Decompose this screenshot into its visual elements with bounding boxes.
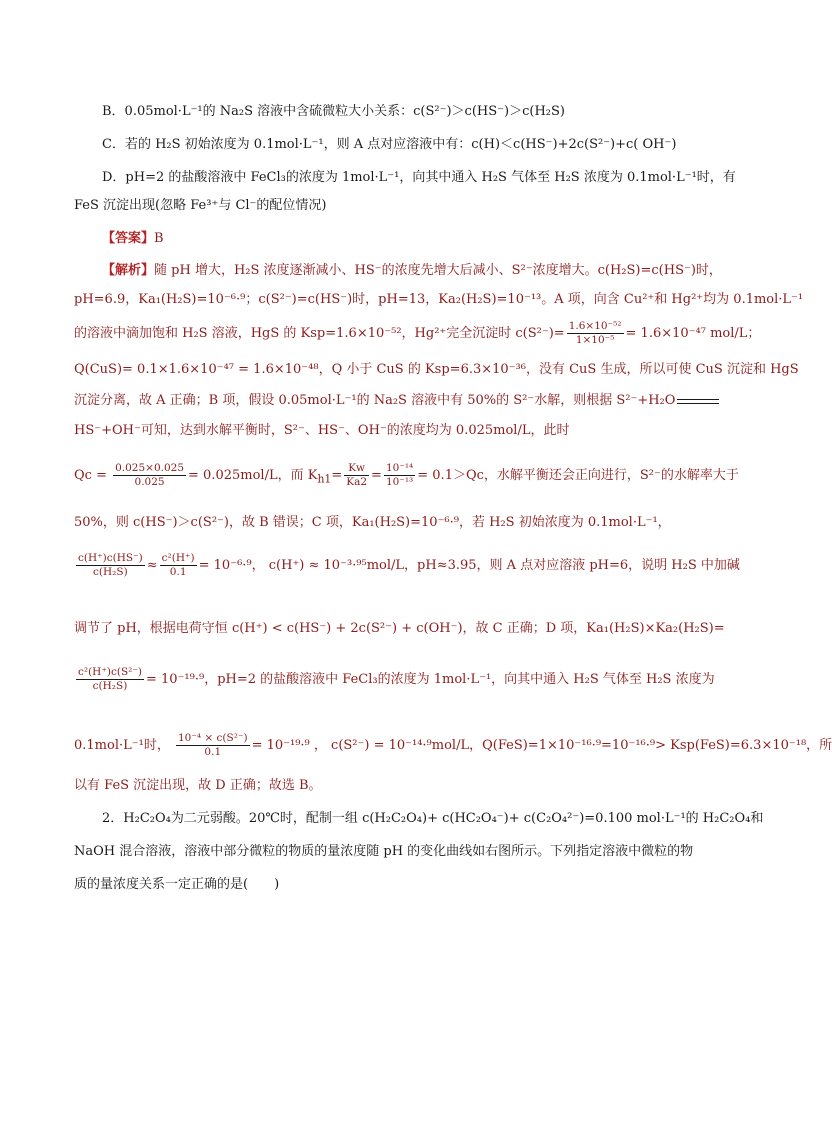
analysis-line-13: 以有 FeS 沉淀出现，故 D 正确；故选 B。 [74,778,322,793]
fraction-qc: $\frac{0.025\times 0.025}{0.025}$ [115,462,185,488]
analysis-line-1: 【解析】随 pH 增大，H₂S 浓度逐渐减小、HS⁻的浓度先增大后减小、S²⁻浓度增大。c(H₂S)=c(HS⁻)时， [102,263,722,278]
analysis-line-7: Qc = $\frac{0.025\times 0.025}{0.025}$ = 0.025mol/L，而 $K_{h1}=$ $\frac{Kw}{Ka2}$ = $\frac{\text{10⁻¹⁴}}{\text{10⁻¹³}}$ = 0.1＞Qc，水解平衡还会正向进行，S²⁻的水解率大于 [74,462,739,488]
answer-value: B [154,231,164,246]
answer-line [102,230,762,248]
option-d-line2: FeS 沉淀出现(忽略 Fe³⁺与 Cl⁻的配位情况) [74,198,327,213]
analysis-tag: 【解析】 [102,263,155,278]
analysis-line-5: 沉淀分离，故 A 正确；B 项，假设 0.05mol·L⁻¹的 Na₂S 溶液中有 50%的 S²⁻水解，则根据 S²⁻+H₂O [74,392,734,410]
answer-tag: 【答案】 [102,231,155,246]
analysis-line-11: $\frac{\text{c²(H⁺)c(S²⁻)}}{\text{c(H₂S)}}$ = 10⁻¹⁹·⁹，pH=2 的盐酸溶液中 FeCl₃的浓度为 1mol·L⁻¹，向其中通入 H₂S 气体至 H₂S 浓度为 [78,666,715,692]
analysis-line-4: Q(CuS)= 0.1×1.6×10⁻⁴⁷ = 1.6×10⁻⁴⁸，Q 小于 CuS 的 Ksp=6.3×10⁻³⁶，没有 CuS 生成，所以可使 CuS 沉淀和 HgS [74,362,799,377]
fraction-ka1ka2: $\frac{\text{c²(H⁺)c(S²⁻)}}{\text{c(H₂S)}}$ [78,666,142,692]
question-2-line-2: NaOH 混合溶液，溶液中部分微粒的物质的量浓度随 pH 的变化曲线如右图所示。下列指定溶液中微粒的物 [74,844,694,859]
fraction-approx: $\frac{\text{c²(H⁺)}}{0.1}$ [161,552,195,578]
question-2-line-1: 2．H₂C₂O₄为二元弱酸。20℃时，配制一组 c(H₂C₂O₄)+ c(HC₂O₄⁻)+ c(C₂O₄²⁻)=0.100 mol·L⁻¹的 H₂C₂O₄和 [102,811,764,826]
fraction-fes: $\frac{\text{10⁻⁴ × c(S²⁻)}}{0.1}$ [177,732,248,758]
fraction-hgs: $\frac{\text{1.6×10⁻⁵²}}{\text{1×10⁻⁵}}$ [568,320,622,346]
analysis-line-8: 50%，则 c(HS⁻)＞c(S²⁻)，故 B 错误；C 项，Ka₁(H₂S)=10⁻⁶·⁹，若 H₂S 初始浓度为 0.1mol·L⁻¹， [74,515,671,530]
analysis-line-9: $\frac{c(H^+)c(HS^-)}{\text{c(H₂S)}}$ ≈ $\frac{\text{c²(H⁺)}}{0.1}$ = 10⁻⁶·⁹， c(H⁺) ≈ 10⁻³·⁹⁵mol/L，pH≈3.95，则 A 点对应溶液 pH=6，说明 H₂S 中加碱 [78,552,740,578]
option-b: B．0.05mol·L⁻¹的 Na₂S 溶液中含硫微粒大小关系：c(S²⁻)＞c(HS⁻)＞c(H₂S) [102,104,565,119]
charge-balance-eq: c(H⁺) < c(HS⁻) + 2c(S²⁻) + c(OH⁻) [231,621,463,636]
analysis-line-12: 0.1mol·L⁻¹时， $\frac{\text{10⁻⁴ × c(S²⁻)}}{0.1}$ = 10⁻¹⁹·⁹ ， c(S²⁻) = 10⁻¹⁴·⁹mol/L，Q(FeS)=1×10⁻¹⁶·⁹=10⁻¹⁶·⁹> Ksp(FeS)=6.3×10⁻¹⁸，所 [74,732,832,758]
option-d-line1: D．pH=2 的盐酸溶液中 FeCl₃的浓度为 1mol·L⁻¹，向其中通入 H₂S 气体至 H₂S 浓度为 0.1mol·L⁻¹时，有 [102,170,736,185]
analysis-line-6: HS⁻+OH⁻可知，达到水解平衡时，S²⁻、HS⁻、OH⁻的浓度均为 0.025mol/L，此时 [74,423,570,438]
equilibrium-arrow [677,397,719,405]
fraction-ka1: $\frac{c(H^+)c(HS^-)}{\text{c(H₂S)}}$ [78,552,143,578]
analysis-line-10: 调节了 pH，根据电荷守恒 c(H⁺) < c(HS⁻) + 2c(S²⁻) + c(OH⁻)，故 C 正确；D 项，Ka₁(H₂S)×Ka₂(H₂S)= [74,621,725,636]
fraction-powers: $\frac{\text{10⁻¹⁴}}{\text{10⁻¹³}}$ [385,462,414,488]
question-2-line-3: 质的量浓度关系一定正确的是( ) [74,877,280,892]
option-c: C．若的 H₂S 初始浓度为 0.1mol·L⁻¹，则 A 点对应溶液中有：c(H)＜c(HS⁻)+2c(S²⁻)+c( OH⁻) [102,137,677,152]
analysis-line-3: 的溶液中滴加饱和 H₂S 溶液，HgS 的 Ksp=1.6×10⁻⁵²，Hg²⁺完全沉淀时 c(S²⁻)= $\frac{\text{1.6×10⁻⁵²}}{\text{1×10⁻⁵}}$ = 1.6×10⁻⁴⁷ mol/L； [74,320,761,346]
analysis-line-2: pH=6.9，Ka₁(H₂S)=10⁻⁶·⁹；c(S²⁻)=c(HS⁻)时，pH=13，Ka₂(H₂S)=10⁻¹³。A 项，向含 Cu²⁺和 Hg²⁺均为 0.1mol·L⁻¹ [74,292,804,307]
fraction-kw-ka2: $\frac{Kw}{Ka2}$ [346,462,368,488]
